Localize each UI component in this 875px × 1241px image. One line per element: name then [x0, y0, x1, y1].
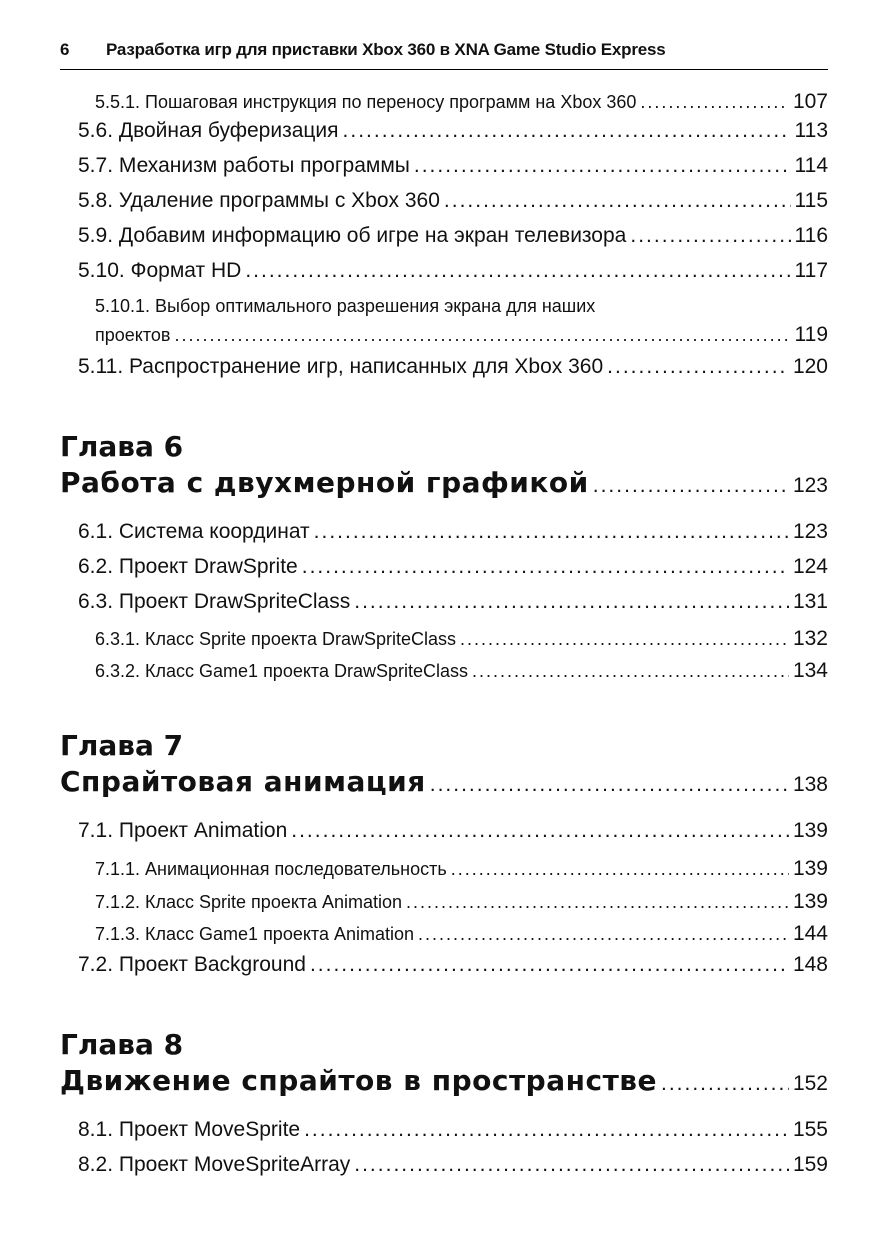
chapter-heading — [60, 765, 828, 798]
chapter-label: Глава 8 — [60, 1028, 184, 1061]
toc-entry-6-3 — [78, 590, 828, 614]
toc-leader — [304, 1118, 789, 1142]
toc-entry-page: 132 — [792, 627, 828, 650]
toc-entry-title: 5.9. Добавим информацию об игре на экран телевизора — [78, 224, 627, 247]
toc-entry-title: 6.3. Проект DrawSpriteClass — [78, 590, 351, 613]
toc-entry-title: 7.1.3. Класс Game1 проекта Animation — [95, 924, 415, 944]
toc-entry-title: 5.7. Механизм работы программы — [78, 154, 410, 177]
toc-entry-7-1-2 — [95, 890, 828, 914]
toc-leader — [354, 590, 789, 614]
toc-entry-page: 134 — [792, 659, 828, 682]
toc-entry-6-3-2 — [95, 659, 828, 683]
header-book-title: Разработка игр для приставки Xbox 360 в XNA Game Studio Express — [106, 40, 666, 59]
toc-entry-5-5-1 — [95, 90, 828, 114]
toc-entry-title: 5.6. Двойная буферизация — [78, 119, 339, 142]
toc-entry-7-1-1 — [95, 857, 828, 881]
toc-entry-page: 119 — [794, 323, 828, 346]
toc-leader — [310, 953, 789, 977]
toc-entry-5-10-1 — [95, 323, 828, 347]
chapter-label: Глава 7 — [60, 729, 184, 762]
toc-leader — [607, 355, 789, 379]
toc-entry-5-8 — [78, 189, 828, 213]
toc-entry-7-2 — [78, 953, 828, 977]
toc-entry-title: 7.1.1. Анимационная последовательность — [95, 859, 447, 879]
toc-entry-title: 5.8. Удаление программы с Xbox 360 — [78, 189, 440, 212]
toc-entry-page: 139 — [792, 819, 828, 842]
toc-entry-page: 139 — [792, 890, 828, 913]
toc-leader — [444, 189, 791, 213]
toc-entry-title: 8.2. Проект MoveSpriteArray — [78, 1153, 351, 1176]
toc-entry-page: 155 — [792, 1118, 828, 1141]
toc-entry-page: 113 — [794, 119, 828, 142]
toc-entry-5-10 — [78, 259, 828, 283]
chapter-title: Работа с двухмерной графикой — [60, 466, 589, 499]
toc-entry-page: 139 — [792, 857, 828, 880]
toc-leader — [302, 555, 789, 579]
toc-entry-8-1 — [78, 1118, 828, 1142]
toc-entry-title: 6.3.1. Класс Sprite проекта DrawSpriteClass — [95, 629, 457, 649]
toc-entry-7-1-3 — [95, 922, 828, 946]
toc-entry-title: 7.2. Проект Background — [78, 953, 306, 976]
chapter-title: Движение спрайтов в пространстве — [60, 1064, 657, 1097]
chapter-heading — [60, 1064, 828, 1097]
toc-entry-5-10-1-line1: 5.10.1. Выбор оптимального разрешения экрана для наших — [95, 296, 596, 316]
toc-entry-title: 6.3.2. Класс Game1 проекта DrawSpriteClass — [95, 661, 469, 681]
toc-entry-page: 116 — [794, 224, 828, 247]
toc-entry-title: 5.5.1. Пошаговая инструкция по переносу программ на Xbox 360 — [95, 92, 637, 112]
toc-entry-6-3-1 — [95, 627, 828, 651]
toc-entry-6-2 — [78, 555, 828, 579]
toc-entry-page: 144 — [792, 922, 828, 945]
toc-leader — [245, 259, 790, 283]
toc-entry-5-11 — [78, 355, 828, 379]
toc-entry-5-6 — [78, 119, 828, 143]
toc-leader — [414, 154, 791, 178]
toc-entry-title: 6.2. Проект DrawSprite — [78, 555, 298, 578]
toc-entry-page: 148 — [792, 953, 828, 976]
chapter-title: Спрайтовая анимация — [60, 765, 426, 798]
toc-entry-7-1 — [78, 819, 828, 843]
toc-entry-page: 159 — [792, 1153, 828, 1176]
toc-entry-5-7 — [78, 154, 828, 178]
toc-leader — [451, 859, 789, 880]
toc-entry-6-1 — [78, 520, 828, 544]
toc-entry-title: 5.11. Распространение игр, написанных для Xbox 360 — [78, 355, 604, 378]
toc-leader — [472, 661, 789, 682]
chapter-page: 138 — [792, 773, 828, 796]
toc-entry-title: 8.1. Проект MoveSprite — [78, 1118, 301, 1141]
toc-leader — [291, 819, 789, 843]
toc-leader — [314, 520, 789, 544]
toc-entry-page: 114 — [794, 154, 828, 177]
toc-entry-5-9 — [78, 224, 828, 248]
chapter-page: 152 — [792, 1072, 828, 1095]
toc-leader — [354, 1153, 789, 1177]
toc-entry-page: 115 — [794, 189, 828, 212]
chapter-page: 123 — [792, 474, 828, 497]
chapter-heading — [60, 466, 828, 499]
toc-entry-title: проектов — [95, 325, 171, 345]
toc-leader — [343, 119, 791, 143]
toc-leader — [418, 924, 789, 945]
toc-leader — [430, 773, 789, 797]
toc-leader — [460, 629, 789, 650]
toc-entry-page: 107 — [792, 90, 828, 113]
toc-entry-title: 5.10. Формат HD — [78, 259, 242, 282]
toc-entry-page: 117 — [794, 259, 828, 282]
toc-entry-page: 124 — [792, 555, 828, 578]
header-page-number: 6 — [60, 40, 70, 59]
toc-entry-page: 123 — [792, 520, 828, 543]
toc-leader — [630, 224, 790, 248]
running-header — [60, 40, 828, 70]
toc-entry-title: 7.1.2. Класс Sprite проекта Animation — [95, 892, 403, 912]
toc-leader — [406, 892, 789, 913]
toc-leader — [640, 92, 789, 113]
toc-leader — [661, 1072, 789, 1096]
toc-entry-title: 7.1. Проект Animation — [78, 819, 288, 842]
toc-leader — [593, 474, 789, 498]
toc-entry-page: 120 — [792, 355, 828, 378]
chapter-label: Глава 6 — [60, 430, 184, 463]
toc-entry-title: 6.1. Система координат — [78, 520, 310, 543]
toc-entry-8-2 — [78, 1153, 828, 1177]
toc-entry-page: 131 — [792, 590, 828, 613]
toc-leader — [174, 325, 790, 346]
